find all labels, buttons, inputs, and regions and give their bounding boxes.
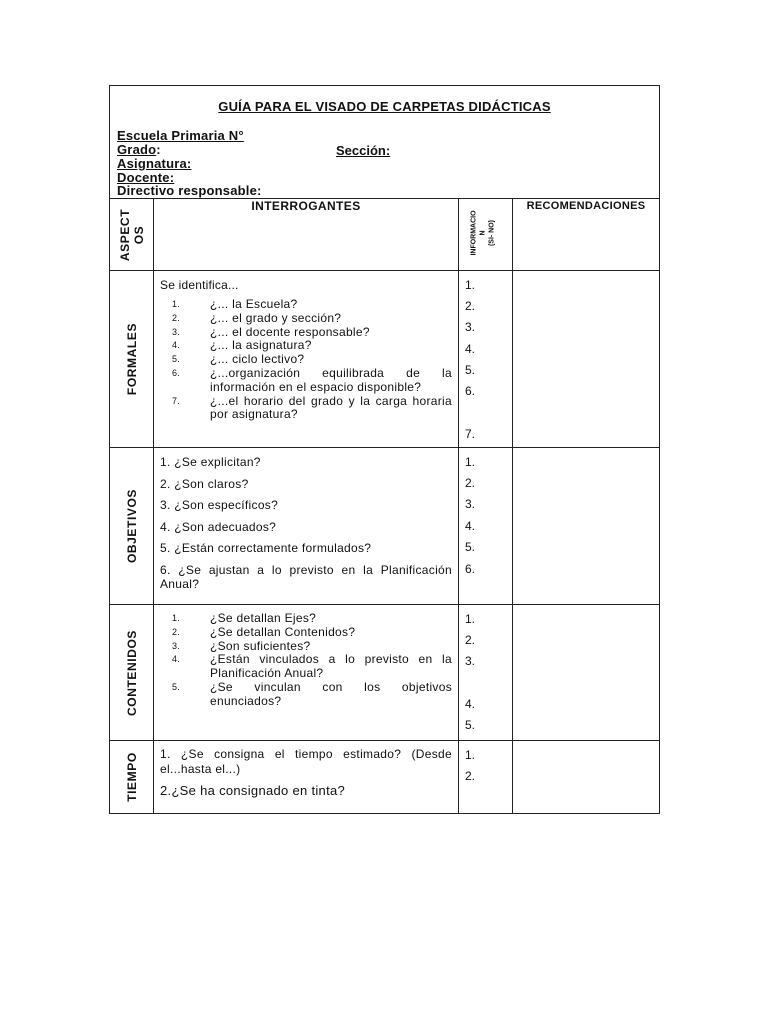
aspectos-header-line1: ASPECT [117,208,132,261]
informacion-header [459,199,513,270]
form-title: GUÍA PARA EL VISADO DE CARPETAS DIDÁCTICAS [218,99,551,114]
formales-info [459,271,513,447]
escuela-field: Escuela Primaria N° [117,128,244,143]
list-item: 5. ¿... ciclo lectivo? [172,352,305,367]
list-item: 5. ¿Están correctamente formulados? [160,541,372,555]
list-item: 5. ¿Se vinculan con los objetivos enunciados? [172,679,452,708]
info-number: 5. [465,363,476,377]
recomendaciones-header: RECOMENDACIONES [526,200,646,212]
objetivos-list [154,448,459,604]
grado-field [117,143,161,157]
list-item: 4. ¿Están vinculados a lo previsto en la Planificación Anual? [172,652,452,681]
objetivos-recomendaciones [513,448,659,604]
info-number: 1. [465,455,476,469]
row-tiempo [110,741,659,813]
list-item: 1. ¿Se explicitan? [160,455,261,469]
aspectos-header-line2: OS [131,225,146,244]
docente-field: Docente: [117,170,175,185]
info-number: 5. [465,540,476,554]
asignatura-field: Asignatura: [117,156,192,171]
interrogantes-header-cell [154,199,459,270]
info-number: 3. [465,654,476,668]
list-item: 6. ¿...organización equilibrada de la información en el espacio disponible? [172,365,452,394]
list-item: 1. ¿... la Escuela? [172,297,298,311]
info-number: 2. [465,769,476,783]
table-header-row [110,199,659,271]
info-number: 2. [465,299,476,313]
list-item: 2. ¿... el grado y sección? [172,310,342,325]
formales-list [160,298,452,422]
tiempo-list [154,741,459,813]
label-formales: FORMALES [124,322,139,396]
list-item: 2.¿Se ha consignado en tinta? [160,783,346,798]
aspectos-header [110,199,154,270]
recomendaciones-header-cell [513,199,659,270]
list-item: 1. ¿Se consigna el tiempo estimado? (Desde el...hasta el...) [160,747,452,776]
contenidos-recomendaciones [513,605,659,740]
info-number: 4. [465,697,476,711]
interrogantes-header: INTERROGANTES [251,199,361,213]
info-number: 7. [465,427,476,441]
contenidos-list [160,612,452,709]
label-tiempo: TIEMPO [124,752,139,802]
info-number: 1. [465,612,476,626]
tiempo-recomendaciones [513,741,659,813]
list-item: 7. ¿...el horario del grado y la carga horaria por asignatura? [172,393,452,422]
visado-form [109,85,660,814]
list-item: 2. ¿Se detallan Contenidos? [172,624,356,639]
label-objetivos: OBJETIVOS [124,488,139,564]
directivo-field: Directivo responsable: [117,183,262,198]
info-number: 4. [465,342,476,356]
info-number: 1. [465,748,476,762]
list-item: 3. ¿Son específicos? [160,498,279,512]
seccion-field: Sección: [336,143,391,158]
row-formales [110,271,659,448]
info-number: 6. [465,562,476,576]
formales-recomendaciones [513,271,659,447]
list-item: 4. ¿Son adecuados? [160,519,277,534]
list-item: 1. ¿Se detallan Ejes? [172,611,317,625]
informacion-header-line1: INFORMACIO [470,210,478,256]
info-number: 1. [465,278,476,292]
list-item: 4. ¿... la asignatura? [172,338,312,353]
informacion-header-line3: (SI- NO) [488,219,496,247]
row-contenidos [110,605,659,741]
grado-label: Grado [117,142,157,157]
info-number: 5. [465,718,476,732]
grado-colon: : [156,142,161,157]
formales-intro: Se identifica... [160,278,239,292]
contenidos-info [459,605,513,740]
info-number: 2. [465,476,476,490]
info-number: 6. [465,384,476,398]
list-item: 3. ¿... el docente responsable? [172,324,370,339]
list-item: 3. ¿Son suficientes? [172,638,311,653]
list-item: 2. ¿Son claros? [160,476,249,491]
row-objetivos [110,448,659,605]
info-number: 3. [465,320,476,334]
label-contenidos: CONTENIDOS [124,629,139,716]
info-number: 2. [465,633,476,647]
list-item: 6. ¿Se ajustan a lo previsto en la Planificación Anual? [160,562,452,591]
info-number: 4. [465,519,476,533]
informacion-header-line2: N [479,230,487,236]
tiempo-info [459,741,513,813]
form-header [110,86,659,199]
objetivos-info [459,448,513,604]
info-number: 3. [465,497,476,511]
